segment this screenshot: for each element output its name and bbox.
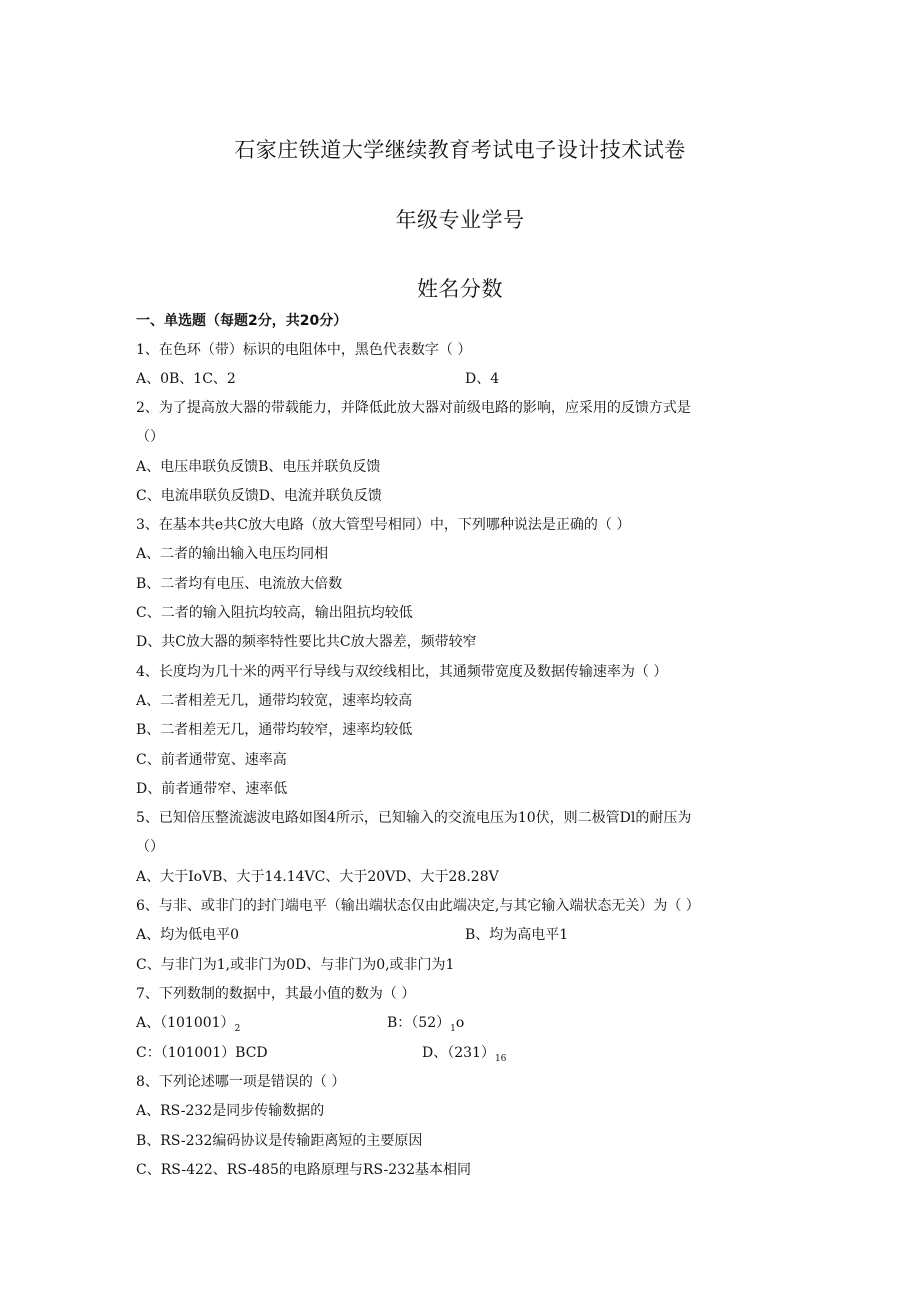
q7-option-a-base: 2 bbox=[234, 1024, 241, 1034]
q3-stem: 3、在基本共e共C放大电路（放大管型号相同）中，下列哪种说法是正确的（ ） bbox=[136, 517, 631, 533]
q3-option-a: A、二者的输出输入电压均同相 bbox=[136, 546, 329, 562]
q8-option-b: B、RS-232编码协议是传输距离短的主要原因 bbox=[136, 1133, 423, 1149]
q4-option-a: A、二者相差无几，通带均较宽，速率均较高 bbox=[136, 693, 413, 709]
q5-stem-paren: （） bbox=[136, 839, 164, 855]
q4-option-c: C、前者通带宽、速率高 bbox=[136, 752, 287, 768]
q7-option-b-base: 1 bbox=[450, 1024, 456, 1034]
q2-option-ab: A、电压串联负反馈B、电压并联负反馈 bbox=[136, 459, 381, 475]
section-heading: 一、单选题（每题2分，共20分） bbox=[136, 313, 348, 329]
q7-option-b-tail: o bbox=[455, 1015, 465, 1031]
q8-option-a: A、RS-232是同步传输数据的 bbox=[136, 1103, 325, 1119]
q7-option-a bbox=[136, 1014, 240, 1038]
q6-option-a: A、均为低电平0 bbox=[136, 927, 240, 943]
name-score-line: 姓名分数 bbox=[417, 277, 503, 301]
q8-stem: 8、下列论述哪一项是错误的（ ） bbox=[136, 1074, 346, 1090]
q7-stem: 7、下列数制的数据中，其最小值的数为（ ） bbox=[136, 986, 416, 1002]
q6-option-cd: C、与非门为1,或非门为0D、与非门为0,或非门为1 bbox=[136, 957, 455, 973]
q5-stem: 5、已知倍压整流滤波电路如图4所示，已知输入的交流电压为10伏，则二极管Dl的耐压为 bbox=[136, 810, 692, 826]
q7-option-b-text: B：（52） bbox=[387, 1015, 451, 1031]
q4-option-b: B、二者相差无几，通带均较窄，速率均较低 bbox=[136, 722, 413, 738]
q6-stem: 6、与非、或非门的封门端电平（输出端状态仅由此端决定,与其它输入端状态无关）为（ ） bbox=[136, 898, 700, 914]
q6-option-b: B、均为高电平1 bbox=[465, 927, 569, 943]
q2-stem: 2、为了提高放大器的带载能力，并降低此放大器对前级电路的影响，应采用的反馈方式是 bbox=[136, 400, 691, 416]
grade-major-id-line: 年级专业学号 bbox=[395, 208, 525, 232]
q4-stem: 4、长度均为几十米的两平行导线与双绞线相比，其通频带宽度及数据传输速率为（ ） bbox=[136, 664, 668, 680]
q7-option-d bbox=[422, 1044, 506, 1068]
q1-option-abc: A、0B、1C、2 bbox=[136, 371, 236, 387]
q7-option-b bbox=[387, 1014, 464, 1038]
q7-option-d-base: 16 bbox=[494, 1054, 507, 1064]
q1-option-d: D、4 bbox=[465, 371, 500, 387]
q1-stem: 1、在色环（带）标识的电阻体中，黑色代表数字（ ） bbox=[136, 342, 472, 358]
q3-option-b: B、二者均有电压、电流放大倍数 bbox=[136, 576, 343, 592]
q4-option-d: D、前者通带窄、速率低 bbox=[136, 781, 288, 797]
q7-option-c: C：（101001）BCD bbox=[136, 1045, 268, 1061]
q8-option-c: C、RS-422、RS-485的电路原理与RS-232基本相同 bbox=[136, 1162, 472, 1178]
q2-option-cd: C、电流串联负反馈D、电流并联负反馈 bbox=[136, 488, 382, 504]
q7-option-a-text: A、（101001） bbox=[136, 1015, 235, 1031]
q2-stem-paren: （） bbox=[136, 429, 164, 445]
q3-option-d: D、共C放大器的频率特性要比共C放大器差，频带较窄 bbox=[136, 634, 477, 650]
q5-options: A、大于IoVB、大于14.14VC、大于20VD、大于28.28V bbox=[136, 869, 499, 885]
page-title: 石家庄铁道大学继续教育考试电子设计技术试卷 bbox=[234, 138, 686, 162]
q3-option-c: C、二者的输入阻抗均较高，输出阻抗均较低 bbox=[136, 605, 413, 621]
q7-option-d-text: D、（231） bbox=[422, 1045, 495, 1061]
